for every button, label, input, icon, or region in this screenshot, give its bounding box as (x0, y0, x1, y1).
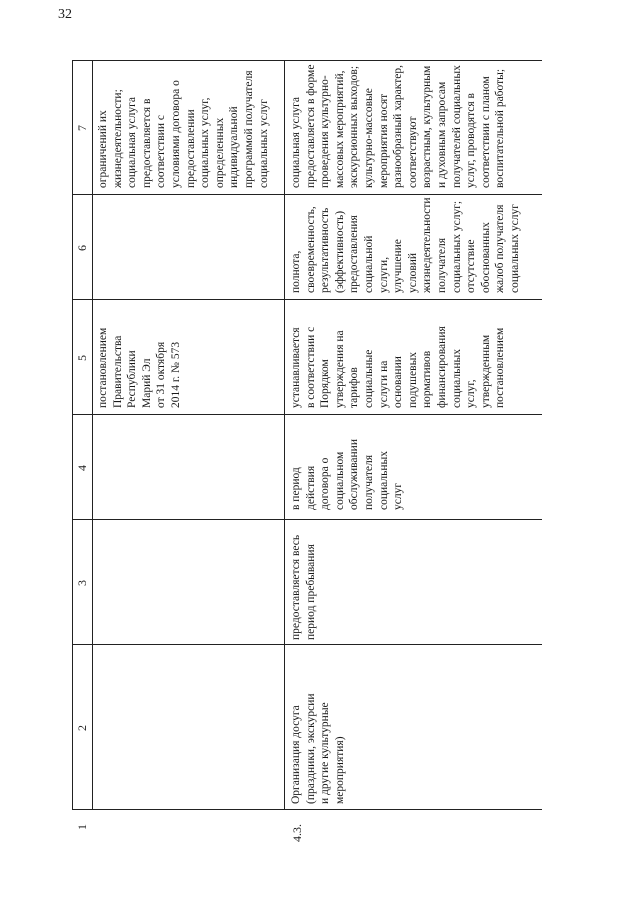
row-4-3-col4: в период действия договора о социальном обслуживании получателя социальных услуг (290, 439, 405, 510)
row-4-3-col5: устанавливается в соответствии с Порядком утверждения на тарифов социальные услуги на основании подушевых нормативов финансирования социальных услуг, утвержденным постановлением (290, 326, 507, 408)
column-border-5 (72, 299, 542, 300)
column-border-1 (72, 809, 542, 810)
row-number: 4.3. (290, 824, 304, 842)
row-4-3-col6: полнота, своевременность, результативность (эффективность) предоставления социальной услуги, улучшение условий жизнедеятельности получателя социальных услуг; отсутствие обоснованных жалоб получателя социальных услуг (290, 197, 521, 293)
column-number-3: 3 (75, 580, 89, 586)
column-number-4: 4 (75, 465, 89, 471)
column-number-1: 1 (75, 824, 89, 830)
column-border-3 (72, 519, 542, 520)
row-4-3-col7: социальная услуга предоставляется в форме проведения культурно- массовых мероприятий, экскурсионных выходов; культурно-массовые мероприятия носят разнообразный характер, соответствуют возрастным, культурным и духовным запросам получателей социальных услуг, проводятся в соответствии с планом воспитательной работы; (290, 64, 507, 188)
column-border-2 (72, 644, 542, 645)
rotated-table (72, 60, 542, 840)
header-bottom-border (92, 60, 93, 810)
column-number-6: 6 (75, 245, 89, 251)
continued-row-col5: постановлением Правительства Республики Марий Эл от 31 октября 2014 г. № 573 (97, 327, 182, 408)
table-top-border (72, 60, 73, 810)
column-border-4 (72, 414, 542, 415)
column-number-5: 5 (75, 355, 89, 361)
row-4-3-col3: предоставляется весь период пребывания (290, 534, 317, 640)
column-number-2: 2 (75, 725, 89, 731)
column-border-6 (72, 194, 542, 195)
page-number: 32 (58, 7, 72, 22)
column-number-7: 7 (75, 125, 89, 131)
row-4-3-service-name: Организация досуга (праздники, экскурсии и другие культурные мероприятия) (290, 693, 346, 804)
continued-row-col7: ограничений их жизнедеятельности; социальная услуга предоставляется в соответствии с условиями договора о предоставлении социальных услуг, определенных индивидуальной программой получателя социальных услуг (97, 70, 270, 188)
column-border-7 (72, 60, 542, 61)
row-divider (284, 60, 285, 810)
